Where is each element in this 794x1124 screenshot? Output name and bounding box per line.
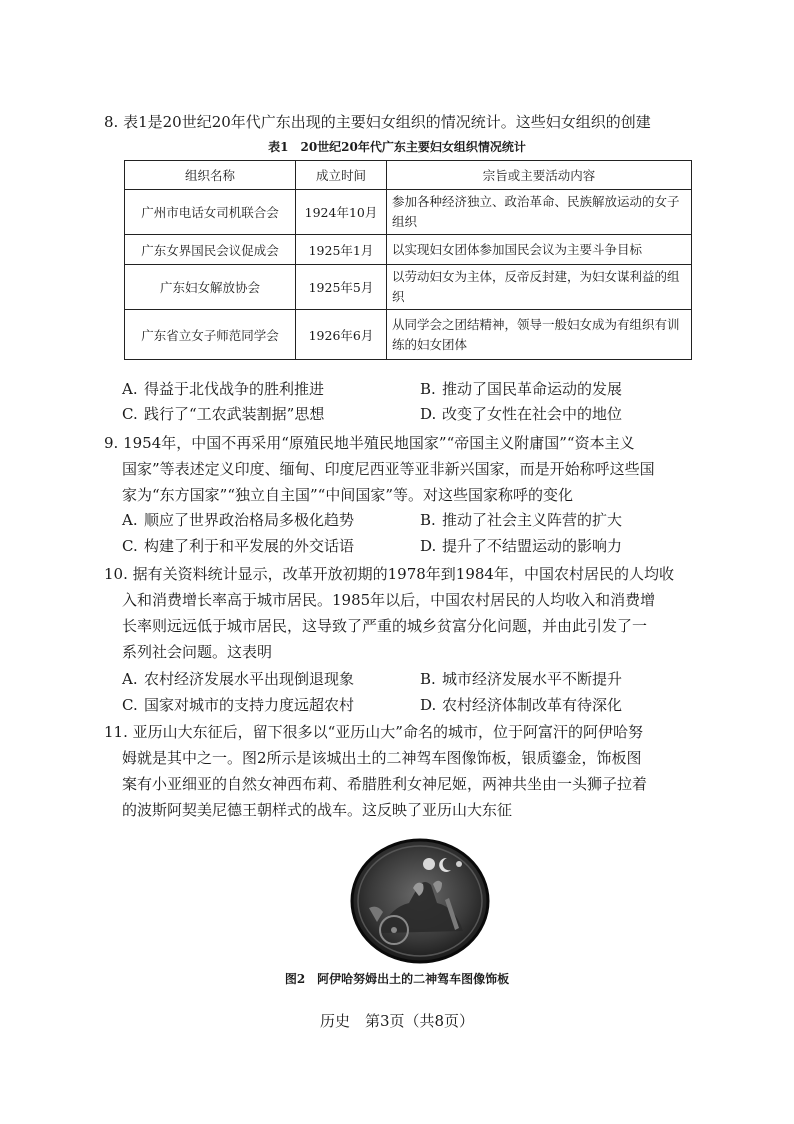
q8-option-d[interactable]: D. 改变了女性在社会中的地位 [420, 405, 623, 423]
q9-option-a[interactable]: A. 顺应了世界政治格局多极化趋势 [122, 511, 355, 529]
plaque-figure [349, 838, 491, 964]
sun-icon [423, 858, 435, 870]
org-desc: 以劳动妇女为主体，反帝反封建，为妇女谋利益的组织 [387, 265, 692, 310]
q10-line-1: 10. 据有关资料统计显示，改革开放初期的1978年到1984年，中国农村居民的人均收 [104, 565, 674, 583]
q10-line-3: 长率则远远低于城市居民，这导致了严重的城乡贫富分化问题，并由此引发了一 [122, 617, 648, 635]
q9-option-b-text: 推动了社会主义阵营的扩大 [442, 511, 623, 529]
org-desc: 从同学会之团结精神，领导一般妇女成为有组织有训练的妇女团体 [387, 310, 692, 360]
org-date: 1924年10月 [296, 190, 387, 235]
q11-line-2: 姆就是其中之一。图2所示是该城出土的二神驾车图像饰板，银质鎏金，饰板图 [122, 749, 642, 767]
table-caption: 表1 20世纪20年代广东主要妇女组织情况统计 [268, 140, 526, 154]
page-footer: 历史 第3页（共8页） [319, 1012, 475, 1030]
q8-option-b-text: 推动了国民革命运动的发展 [442, 380, 623, 398]
q8-option-c-text: 践行了“工农武装割据”思想 [144, 405, 325, 423]
q8-option-a-text: 得益于北伐战争的胜利推进 [144, 380, 325, 398]
q10-option-d-text: 农村经济体制改革有待深化 [442, 696, 623, 714]
q9-line-3: 家为“东方国家”“独立自主国”“中间国家”等。对这些国家称呼的变化 [122, 486, 574, 504]
q9-option-d[interactable]: D. 提升了不结盟运动的影响力 [420, 537, 623, 555]
table-row [125, 310, 692, 360]
header-desc: 宗旨或主要活动内容 [387, 161, 692, 190]
org-name: 广东女界国民会议促成会 [125, 235, 296, 265]
table-row [125, 265, 692, 310]
q10-option-b[interactable]: B. 城市经济发展水平不断提升 [420, 670, 623, 688]
header-date: 成立时间 [296, 161, 387, 190]
org-date: 1925年1月 [296, 235, 387, 265]
q8-stem: 8. 表1是20世纪20年代广东出现的主要妇女组织的情况统计。这些妇女组织的创建 [104, 113, 651, 131]
q10-option-b-text: 城市经济发展水平不断提升 [442, 670, 623, 688]
q8-option-a[interactable]: A. 得益于北伐战争的胜利推进 [122, 380, 325, 398]
q10-option-c[interactable]: C. 国家对城市的支持力度远超农村 [122, 696, 355, 714]
table-row [125, 235, 692, 265]
table-row [125, 190, 692, 235]
q9-option-d-text: 提升了不结盟运动的影响力 [442, 537, 623, 555]
q10-option-a-text: 农村经济发展水平出现倒退现象 [144, 670, 355, 688]
table-header-row [125, 161, 692, 190]
org-name: 广东妇女解放协会 [125, 265, 296, 310]
women-org-table [124, 160, 692, 360]
q8-option-b[interactable]: B. 推动了国民革命运动的发展 [420, 380, 623, 398]
figure-caption: 图2 阿伊哈努姆出土的二神驾车图像饰板 [284, 972, 510, 986]
q10-option-a[interactable]: A. 农村经济发展水平出现倒退现象 [122, 670, 355, 688]
org-date: 1925年5月 [296, 265, 387, 310]
org-name: 广东省立女子师范同学会 [125, 310, 296, 360]
q11-line-3: 案有小亚细亚的自然女神西布莉、希腊胜利女神尼姬，两神共坐由一头狮子拉着 [122, 775, 648, 793]
q10-line-2: 入和消费增长率高于城市居民。1985年以后，中国农村居民的人均收入和消费增 [122, 591, 656, 609]
q11-line-1: 11. 亚历山大东征后，留下很多以“亚历山大”命名的城市，位于阿富汗的阿伊哈努 [104, 723, 643, 741]
org-desc: 参加各种经济独立、政治革命、民族解放运动的女子组织 [387, 190, 692, 235]
org-name: 广州市电话女司机联合会 [125, 190, 296, 235]
q9-line-2: 国家”等表述定义印度、缅甸、印度尼西亚等亚非新兴国家，而是开始称呼这些国 [122, 460, 655, 478]
q9-option-a-text: 顺应了世界政治格局多极化趋势 [144, 511, 355, 529]
q10-line-4: 系列社会问题。这表明 [122, 643, 273, 661]
q9-line-1: 9. 1954年，中国不再采用“原殖民地半殖民地国家”“帝国主义附庸国”“资本主义 [104, 434, 635, 452]
q10-option-d[interactable]: D. 农村经济体制改革有待深化 [420, 696, 623, 714]
q9-option-c[interactable]: C. 构建了利于和平发展的外交话语 [122, 537, 355, 555]
q8-option-c[interactable]: C. 践行了“工农武装割据”思想 [122, 405, 325, 423]
q9-option-c-text: 构建了利于和平发展的外交话语 [144, 537, 355, 555]
q11-line-4: 的波斯阿契美尼德王朝样式的战车。这反映了亚历山大东征 [122, 801, 513, 819]
org-date: 1926年6月 [296, 310, 387, 360]
header-name: 组织名称 [125, 161, 296, 190]
q9-option-b[interactable]: B. 推动了社会主义阵营的扩大 [420, 511, 623, 529]
q10-option-c-text: 国家对城市的支持力度远超农村 [144, 696, 355, 714]
q8-option-d-text: 改变了女性在社会中的地位 [442, 405, 623, 423]
org-desc: 以实现妇女团体参加国民会议为主要斗争目标 [387, 235, 692, 265]
